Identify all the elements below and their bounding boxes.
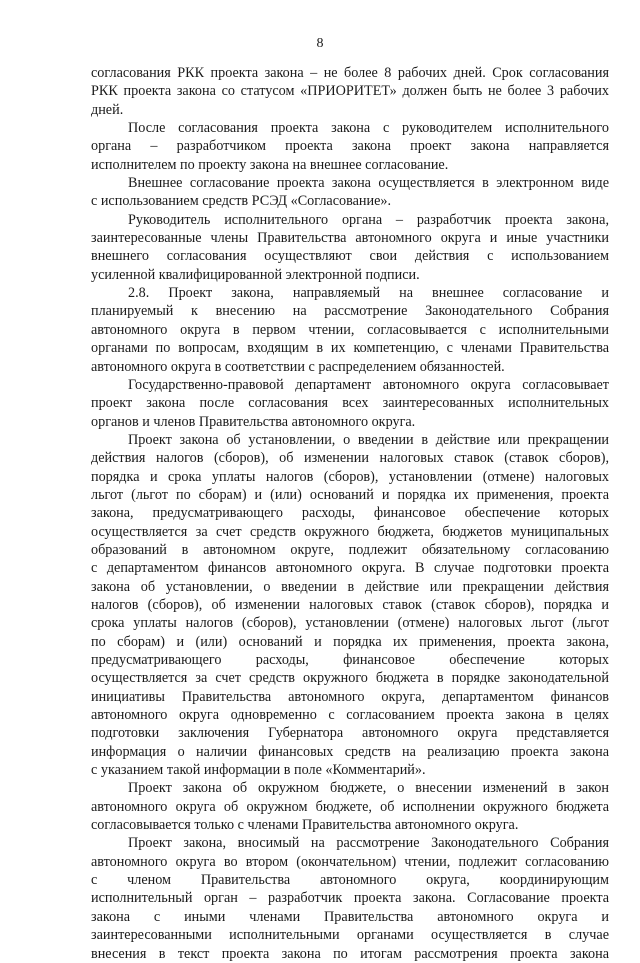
paragraph-line: льгот (льгот по сборам) и (или) оснований и порядка их применения, проекта (91, 486, 609, 503)
paragraph-line: усиленной квалифицированной электронной подписи. (91, 266, 420, 283)
paragraph-line: РКК проекта закона со статусом «ПРИОРИТЕТ» должен быть не более 3 рабочих (91, 83, 609, 100)
paragraph-line: закона, предусматривающего расходы, финансовое обеспечение которых (91, 505, 609, 522)
paragraph-line: планируемый к внесению на рассмотрение Законодательного Собрания (91, 303, 609, 320)
paragraph-line: закона об установлении, о введении в действие или прекращении действия (91, 578, 609, 595)
paragraph-line: подготовки заключения Губернатора автономного округа представляется (91, 725, 609, 742)
paragraph-line: проект закона после согласования всех заинтересованных исполнительных (91, 395, 609, 412)
paragraph-line: заинтересованные члены Правительства автономного округа и иные участники (91, 230, 609, 247)
paragraph (91, 834, 609, 962)
paragraph (91, 779, 609, 834)
paragraph (91, 284, 609, 376)
paragraph-line: Проект закона об окружном бюджете, о внесении изменений в закон (128, 780, 609, 797)
paragraph-line: действия налогов (сборов), об изменении налоговых ставок (ставок сборов), (91, 450, 609, 467)
paragraph-line: с указанием такой информации в поле «Комментарий». (91, 762, 426, 779)
paragraph-line: Проект закона, вносимый на рассмотрение Законодательного Собрания (128, 835, 609, 852)
paragraph-line: Государственно-правовой департамент автономного округа согласовывает (128, 376, 609, 393)
paragraph-line: Руководитель исполнительного органа – разработчик проекта закона, (128, 211, 609, 228)
paragraph-line: порядка и срока уплаты налогов (сборов), установлении (отмене) налоговых (91, 468, 609, 485)
paragraph-line: автономного округа одновременно с согласованием проекта закона в целях (91, 707, 609, 724)
paragraph-line: автономного округа в первом чтении, согласовывается с исполнительными (91, 321, 609, 338)
paragraph-line: дней. (91, 101, 124, 118)
paragraph-line: внешнего согласования осуществляют свои действия с использованием (91, 248, 609, 265)
paragraph-line: органа – разработчиком проекта закона проект закона направляется (91, 138, 609, 155)
paragraph-line: исполнительный орган – разработчик проекта закона. Согласование проекта (91, 890, 609, 907)
paragraph-line: по сборам) и (или) оснований и порядка их применения, проекта закона, (91, 633, 609, 650)
paragraph-line: информация о наличии финансовых средств на реализацию проекта закона (91, 743, 609, 760)
paragraph-line: согласования РКК проекта закона – не более 8 рабочих дней. Срок согласования (91, 65, 609, 81)
paragraph-line: налогов (сборов), об изменении налоговых ставок (ставок сборов), порядка и (91, 596, 609, 613)
paragraph-line: с департаментом финансов автономного округа. В случае подготовки проекта (91, 560, 609, 577)
paragraph (91, 174, 609, 211)
document-body (91, 64, 609, 963)
paragraph-line: Внешнее согласование проекта закона осуществляется в электронном виде (128, 175, 609, 192)
paragraph (91, 64, 609, 119)
paragraph-line: осуществляется за счет средств окружного бюджета, бюджетов муниципальных (91, 523, 609, 540)
paragraph-line: автономного округа во втором (окончательном) чтении, подлежит согласованию (91, 853, 609, 870)
paragraph-line: автономного округа в соответствии с распределением обязанностей. (91, 358, 505, 375)
paragraph-line: исполнителем по проекту закона на внешнее согласование. (91, 156, 449, 173)
paragraph-line: предусматривающего расходы, финансовое обеспечение которых (91, 652, 609, 668)
paragraph-line: 2.8. Проект закона, направляемый на внешнее согласование и (128, 285, 609, 302)
paragraph (91, 211, 609, 284)
paragraph-line: согласовывается только с членами Правительства автономного округа. (91, 817, 519, 834)
paragraph-line: После согласования проекта закона с руководителем исполнительного (128, 120, 609, 137)
paragraph-line: органов и членов Правительства автономного округа. (91, 413, 416, 430)
paragraph-line: с использованием средств РСЭД «Согласование». (91, 193, 392, 210)
paragraph-line: Проект закона об установлении, о введении в действие или прекращении (128, 431, 609, 448)
paragraph-line: автономного округа об окружном бюджете, об исполнении окружного бюджета (91, 798, 609, 815)
page-number: 8 (316, 36, 324, 51)
paragraph (91, 119, 609, 174)
paragraph-line: органами по вопросам, входящим в их компетенцию, с членами Правительства (91, 340, 609, 357)
paragraph (91, 376, 609, 431)
paragraph-line: образований в автономном округе, подлежит обязательному согласованию (91, 541, 609, 558)
paragraph-line: осуществляется за счет средств окружного бюджета в порядке законодательной (91, 670, 609, 687)
paragraph-line: инициативы Правительства автономного округа, департаментом финансов (91, 688, 609, 705)
paragraph-line: заинтересованными исполнительными органами осуществляется в случае (91, 927, 609, 944)
paragraph-line: внесения в текст проекта закона по итогам рассмотрения проекта закона (91, 945, 609, 962)
paragraph-line: закона с иными членами Правительства автономного округа и (91, 908, 609, 925)
paragraph-line: с членом Правительства автономного округа, координирующим (91, 872, 609, 889)
paragraph (91, 431, 609, 780)
paragraph-line: срока уплаты налогов (сборов), установлении (отмене) налоговых льгот (льгот (91, 615, 609, 632)
